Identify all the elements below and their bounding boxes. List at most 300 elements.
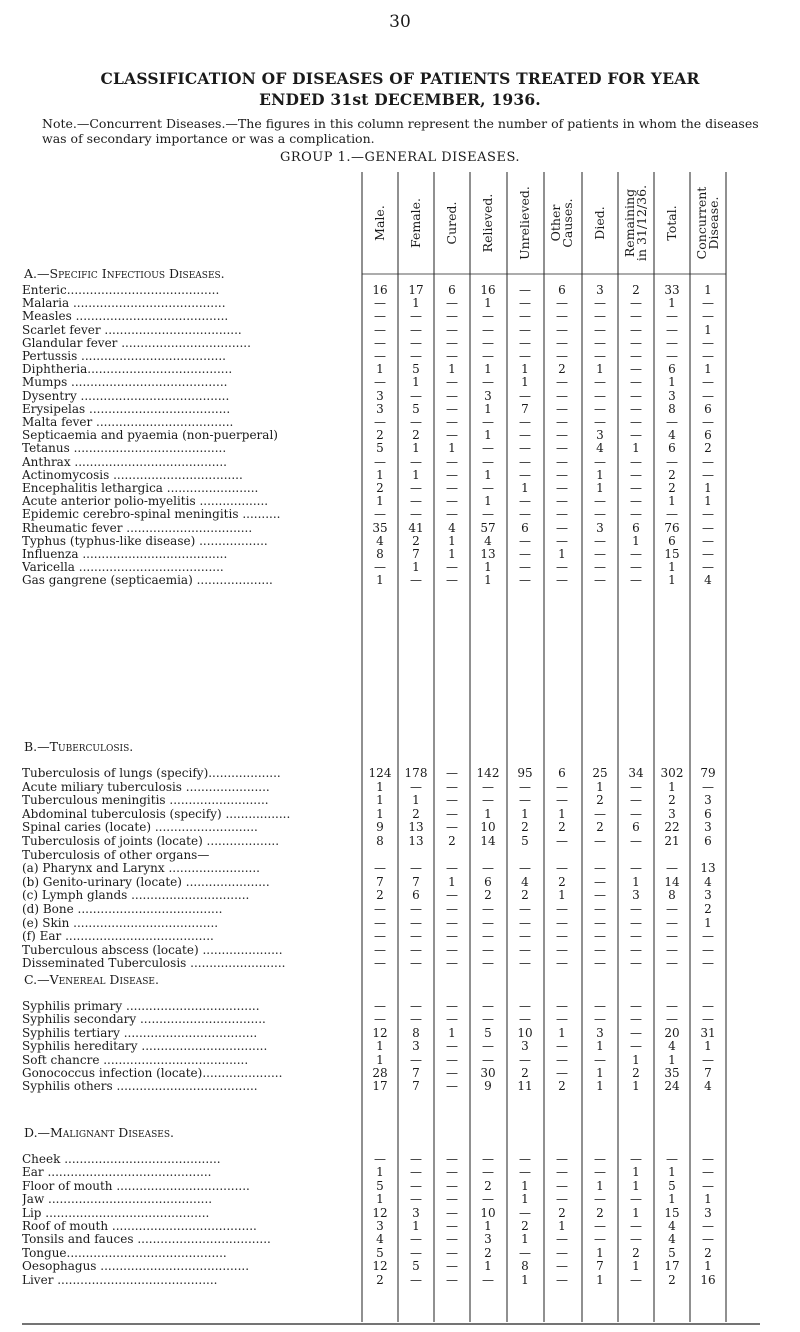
table-cell: — (482, 454, 494, 469)
column-header (470, 172, 506, 274)
table-cell: 1 (596, 467, 604, 482)
table-cell: — (519, 428, 531, 443)
row-label: Gonococcus infection (locate)..................... (22, 1067, 283, 1080)
row-label: Encephalitis lethargica ........................ (22, 482, 259, 495)
table-cell: 2 (596, 1205, 604, 1220)
table-cell: 4 (704, 1079, 712, 1094)
row-label: Syphilis primary ................................... (22, 1000, 260, 1013)
table-row (0, 429, 800, 442)
table-cell: — (666, 507, 678, 522)
table-cell: — (446, 999, 458, 1013)
column-header (362, 172, 398, 274)
table-cell: — (446, 915, 458, 930)
table-cell: 2 (668, 481, 676, 495)
table-cell: 4 (704, 874, 712, 889)
column-header (690, 172, 726, 274)
table-cell: — (556, 441, 568, 456)
table-cell: 1 (521, 362, 529, 377)
table-cell: 1 (704, 283, 712, 297)
table-cell: 2 (558, 874, 566, 889)
table-row (0, 849, 800, 862)
table-cell: — (556, 1066, 568, 1080)
table-cell: — (482, 441, 494, 456)
table-cell: — (594, 888, 606, 903)
table-cell: — (594, 915, 606, 930)
table-cell: — (482, 322, 494, 337)
table-cell: — (482, 999, 494, 1013)
table-cell: — (630, 547, 642, 561)
table-cell: 6 (632, 520, 640, 535)
table-cell: 5 (412, 401, 420, 416)
table-cell: — (594, 533, 606, 548)
table-cell: 14 (664, 874, 680, 889)
table-cell: — (519, 793, 531, 808)
table-cell: 5 (412, 1259, 420, 1274)
table-cell: 8 (668, 401, 676, 416)
table-cell: 7 (376, 874, 384, 889)
table-cell: — (446, 349, 458, 363)
table-cell: — (630, 428, 642, 443)
table-row (0, 495, 800, 508)
table-cell: — (410, 1272, 422, 1287)
table-row (0, 1040, 800, 1053)
table-cell: 2 (668, 793, 676, 808)
table-cell: 1 (596, 779, 604, 794)
table-cell: — (519, 902, 531, 916)
table-cell: — (666, 929, 678, 944)
table-cell: 6 (668, 441, 676, 456)
table-cell: — (446, 942, 458, 957)
table-cell: 2 (704, 1245, 712, 1260)
table-cell: 3 (376, 401, 384, 416)
row-label: Tuberculosis of lungs (specify)................... (22, 767, 281, 780)
table-cell: — (556, 428, 568, 443)
table-cell: 1 (376, 362, 384, 377)
table-row (0, 469, 800, 482)
table-row (0, 284, 800, 297)
table-cell: — (410, 1012, 422, 1027)
table-cell: — (666, 915, 678, 930)
table-cell: 1 (376, 806, 384, 821)
table-cell: — (446, 888, 458, 903)
table-cell: — (594, 902, 606, 916)
table-cell: 3 (412, 1039, 420, 1054)
column-header-label: Died. (592, 206, 607, 240)
table-cell: 1 (668, 573, 676, 588)
table-cell: 2 (558, 1205, 566, 1220)
table-cell: — (519, 349, 531, 363)
table-cell: 17 (372, 1079, 388, 1094)
table-row (0, 930, 800, 943)
table-cell: 2 (668, 467, 676, 482)
table-cell: — (630, 494, 642, 509)
table-cell: — (519, 533, 531, 548)
table-cell: — (482, 481, 494, 495)
table-cell: 3 (704, 1205, 712, 1220)
table-cell: — (556, 296, 568, 311)
table-cell: 1 (376, 1192, 384, 1207)
table-cell: — (594, 375, 606, 390)
table-cell: — (482, 375, 494, 390)
table-cell: 2 (376, 428, 384, 443)
table-cell: 3 (521, 1039, 529, 1054)
row-label: Acute anterior polio-myelitis .................. (22, 495, 269, 509)
table-cell: — (519, 956, 531, 971)
table-cell: 2 (376, 888, 384, 903)
table-cell: — (556, 1272, 568, 1287)
column-header (618, 172, 654, 274)
table-cell: — (666, 999, 678, 1013)
table-cell: — (630, 296, 642, 311)
table-cell: — (630, 915, 642, 930)
table-cell: 1 (484, 560, 492, 575)
table-cell: — (446, 820, 458, 835)
table-cell: — (410, 915, 422, 930)
table-cell: 1 (632, 1052, 640, 1067)
table-cell: — (446, 573, 458, 588)
table-cell: 3 (668, 806, 676, 821)
row-label: Diphtheria...................................... (22, 363, 233, 377)
table-cell: — (410, 415, 422, 429)
table-cell: 15 (664, 547, 680, 561)
table-cell: 8 (376, 834, 384, 848)
table-cell: — (446, 1178, 458, 1193)
table-cell: 1 (558, 1025, 566, 1040)
table-cell: 6 (704, 428, 712, 443)
table-cell: 7 (412, 547, 420, 561)
table-cell: 35 (372, 520, 388, 535)
table-cell: 6 (632, 820, 640, 835)
table-cell: 57 (480, 520, 496, 535)
table-cell: 4 (448, 520, 456, 535)
row-label: Influenza ...................................... (22, 548, 228, 561)
table-cell: — (594, 1052, 606, 1067)
row-label: Pertussis ...................................... (22, 350, 226, 363)
table-row (0, 957, 800, 970)
table-cell: — (519, 929, 531, 944)
table-cell: — (556, 388, 568, 403)
table-cell: — (519, 1012, 531, 1027)
table-cell: 1 (668, 560, 676, 575)
table-cell: — (446, 1066, 458, 1080)
table-cell: — (594, 834, 606, 848)
table-cell: 13 (480, 547, 496, 561)
table-cell: — (482, 942, 494, 957)
table-cell: — (446, 481, 458, 495)
table-cell: — (702, 507, 714, 522)
row-label: Scarlet fever .................................... (22, 323, 242, 337)
table-cell: 5 (376, 1178, 384, 1193)
table-cell: 1 (376, 1039, 384, 1054)
table-row (0, 889, 800, 902)
table-cell: — (446, 861, 458, 876)
table-cell: — (702, 779, 714, 794)
table-cell: — (666, 309, 678, 324)
table-cell: — (410, 999, 422, 1013)
table-cell: 1 (558, 547, 566, 561)
table-cell: — (556, 415, 568, 429)
table-cell: 9 (376, 820, 384, 835)
row-label: Tuberculous meningitis .......................... (22, 794, 269, 808)
table-cell: — (374, 560, 386, 575)
table-cell: — (702, 942, 714, 957)
row-label: Mumps ......................................... (22, 376, 228, 390)
table-cell: — (630, 1039, 642, 1054)
table-row (0, 1080, 800, 1093)
table-cell: 2 (704, 902, 712, 916)
table-cell: — (630, 362, 642, 377)
table-cell: 4 (668, 1232, 676, 1247)
table-cell: 8 (412, 1025, 420, 1040)
table-cell: 3 (376, 388, 384, 403)
table-cell: — (630, 1232, 642, 1247)
table-row (0, 808, 800, 821)
table-cell: 33 (664, 283, 680, 297)
table-cell: — (630, 942, 642, 957)
table-cell: 1 (448, 441, 456, 456)
table-cell: 6 (668, 533, 676, 548)
table-cell: — (446, 779, 458, 794)
table-cell: — (594, 322, 606, 337)
row-label: Septicaemia and pyaemia (non-puerperal) (22, 429, 278, 443)
row-label: Acute miliary tuberculosis ...................... (22, 780, 270, 794)
table-cell: — (519, 1245, 531, 1260)
table-cell: — (410, 1152, 422, 1166)
table-cell: — (630, 793, 642, 808)
table-cell: 1 (484, 296, 492, 311)
table-cell: 41 (408, 520, 424, 535)
table-cell: — (446, 1039, 458, 1054)
row-label: Dysentry ....................................... (22, 389, 230, 403)
table-cell: — (556, 1192, 568, 1207)
table-cell: 1 (448, 362, 456, 377)
table-cell: 1 (412, 296, 420, 311)
table-cell: — (519, 335, 531, 350)
table-cell: — (482, 1052, 494, 1067)
table-cell: — (410, 1245, 422, 1260)
table-row (0, 297, 800, 310)
table-cell: — (556, 1178, 568, 1193)
table-row (0, 442, 800, 455)
table-cell: 4 (668, 428, 676, 443)
table-cell: — (702, 929, 714, 944)
table-cell: — (556, 533, 568, 548)
table-cell: — (630, 999, 642, 1013)
row-label: (c) Lymph glands ............................... (22, 889, 250, 903)
column-header-label: Concurrent Disease. (694, 186, 721, 260)
row-label: Rheumatic fever ................................. (22, 521, 253, 535)
table-cell: 5 (376, 441, 384, 456)
table-cell: 2 (448, 834, 456, 848)
table-cell: — (446, 1219, 458, 1233)
table-row (0, 1233, 800, 1246)
table-cell: — (482, 902, 494, 916)
table-cell: — (446, 335, 458, 350)
table-cell: — (446, 401, 458, 416)
table-cell: 1 (484, 401, 492, 416)
table-cell: 4 (521, 874, 529, 889)
table-row (0, 482, 800, 495)
table-cell: 1 (484, 362, 492, 377)
row-label: Syphilis secondary ................................. (22, 1013, 266, 1027)
table-cell: — (446, 1165, 458, 1180)
table-cell: 3 (596, 283, 604, 297)
row-label: (f) Ear ....................................... (22, 930, 214, 944)
table-cell: — (410, 929, 422, 944)
column-header (507, 172, 543, 274)
table-cell: 1 (668, 494, 676, 509)
table-cell: — (556, 467, 568, 482)
table-cell: — (594, 956, 606, 971)
table-cell: — (410, 388, 422, 403)
table-cell: 1 (448, 533, 456, 548)
table-cell: 4 (704, 573, 712, 588)
row-label: Malaria ........................................ (22, 297, 226, 311)
group-title: GROUP 1.—GENERAL DISEASES. (279, 150, 521, 165)
table-cell: 6 (668, 362, 676, 377)
table-cell: — (374, 915, 386, 930)
table-cell: — (446, 1245, 458, 1260)
table-cell: 1 (668, 779, 676, 794)
table-cell: 1 (412, 793, 420, 808)
table-cell: 14 (480, 834, 496, 848)
table-row (0, 456, 800, 469)
table-cell: 1 (704, 1192, 712, 1207)
row-label: Roof of mouth ...................................... (22, 1220, 257, 1233)
table-cell: 15 (664, 1205, 680, 1220)
column-header (398, 172, 434, 274)
table-cell: — (519, 507, 531, 522)
table-cell: — (556, 481, 568, 495)
row-label: Liver .......................................... (22, 1273, 218, 1287)
row-label: (d) Bone ...................................... (22, 903, 223, 916)
table-cell: 1 (668, 1052, 676, 1067)
section-title: A.—Specific Infectious Diseases. (24, 266, 225, 281)
table-cell: 1 (376, 494, 384, 509)
table-row (0, 403, 800, 416)
table-row (0, 548, 800, 561)
table-cell: — (702, 1152, 714, 1166)
table-cell: 5 (412, 362, 420, 377)
row-label: Lip ........................................... (22, 1206, 210, 1220)
table-cell: 5 (521, 834, 529, 848)
table-cell: — (702, 349, 714, 363)
table-cell: — (519, 283, 531, 297)
table-cell: 1 (668, 1192, 676, 1207)
table-cell: 1 (704, 1259, 712, 1274)
table-cell: — (374, 296, 386, 311)
table-cell: — (556, 779, 568, 794)
table-cell: — (594, 388, 606, 403)
table-cell: — (482, 507, 494, 522)
table-cell: — (446, 375, 458, 390)
table-cell: — (519, 467, 531, 482)
row-label: Spinal caries (locate) ........................... (22, 821, 258, 835)
table-cell: — (374, 929, 386, 944)
table-cell: 8 (376, 547, 384, 561)
table-cell: 28 (372, 1066, 388, 1080)
table-cell: — (519, 1205, 531, 1220)
table-cell: 20 (664, 1025, 680, 1040)
table-cell: — (630, 1272, 642, 1287)
table-cell: — (374, 454, 386, 469)
table-cell: — (630, 1219, 642, 1233)
table-cell: 2 (558, 820, 566, 835)
table-cell: — (630, 454, 642, 469)
table-cell: — (556, 401, 568, 416)
table-row (0, 324, 800, 337)
table-cell: — (594, 401, 606, 416)
table-cell: 5 (484, 1025, 492, 1040)
column-header-label: Unrelieved. (517, 186, 532, 260)
table-row (0, 1274, 800, 1287)
table-cell: — (630, 349, 642, 363)
table-cell: 2 (412, 533, 420, 548)
table-cell: — (374, 309, 386, 324)
column-header (544, 172, 580, 274)
table-cell: — (702, 1219, 714, 1233)
table-cell: — (702, 547, 714, 561)
table-row (0, 561, 800, 574)
row-label: Syphilis tertiary ................................... (22, 1026, 258, 1040)
table-cell: — (702, 1178, 714, 1193)
column-header-label: Total. (664, 205, 679, 241)
table-cell: 7 (412, 1079, 420, 1094)
table-cell: — (630, 481, 642, 495)
table-cell: — (410, 902, 422, 916)
table-cell: 2 (521, 820, 529, 835)
table-cell: 1 (596, 481, 604, 495)
table-cell: 7 (704, 1066, 712, 1080)
table-cell: 1 (632, 1079, 640, 1094)
table-cell: 1 (632, 874, 640, 889)
table-cell: — (446, 388, 458, 403)
table-cell: 1 (521, 1192, 529, 1207)
table-cell: 1 (484, 494, 492, 509)
table-cell: 1 (376, 573, 384, 588)
table-cell: 4 (668, 1219, 676, 1233)
table-cell: — (556, 560, 568, 575)
table-cell: — (666, 454, 678, 469)
table-cell: 1 (412, 441, 420, 456)
table-cell: 124 (368, 766, 392, 780)
table-cell: 3 (704, 888, 712, 903)
table-cell: — (374, 1152, 386, 1166)
table-cell: 6 (704, 834, 712, 848)
table-row (0, 363, 800, 376)
table-cell: 4 (596, 441, 604, 456)
table-cell: 17 (408, 283, 424, 297)
table-row (0, 1247, 800, 1260)
row-label: Floor of mouth ................................... (22, 1179, 250, 1193)
table-cell: — (556, 902, 568, 916)
table-cell: — (446, 902, 458, 916)
table-cell: — (446, 507, 458, 522)
row-label: (b) Genito-urinary (locate) ...................... (22, 875, 270, 889)
table-cell: — (446, 1012, 458, 1027)
table-cell: — (630, 375, 642, 390)
table-row (0, 1260, 800, 1273)
table-cell: — (482, 349, 494, 363)
table-cell: — (446, 560, 458, 575)
row-label: Disseminated Tuberculosis ......................... (22, 957, 286, 971)
page-number: 30 (389, 12, 411, 32)
table-cell: 1 (484, 806, 492, 821)
table-row (0, 1027, 800, 1040)
table-cell: — (482, 1012, 494, 1027)
table-cell: 7 (412, 1066, 420, 1080)
table-cell: — (556, 454, 568, 469)
